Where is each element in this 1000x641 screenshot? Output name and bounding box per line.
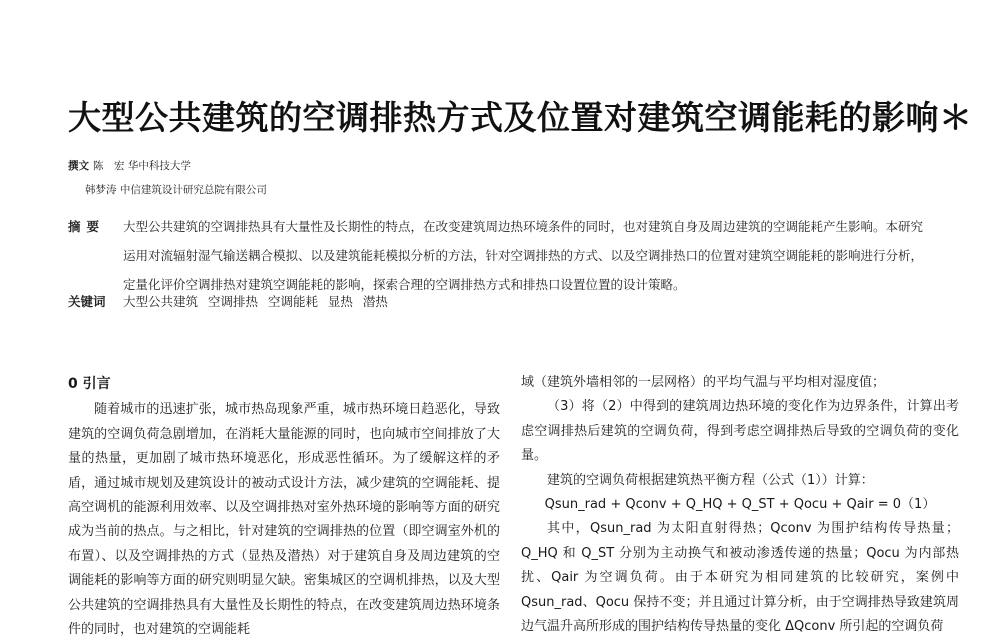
right-paragraph-1: 域（建筑外墙相邻的一层网格）的平均气温与平均相对湿度值； [521,375,886,390]
abstract-label: 摘要 [68,219,106,234]
author-block [68,154,267,202]
author-1: 陈 宏 华中科技大学 [93,160,191,172]
keywords-label: 关键词 [68,294,106,309]
abstract-text: 大型公共建筑的空调排热具有大量性及长期性的特点，在改变建筑周边热环境条件的同时，也对建筑自身及周边建筑的空调能耗产生影响。本研究运用对流辐射湿气输送耦合模拟、以及建筑能耗模拟分析的方法，针对空调排热的方式、以及空调排热口的位置对建筑空调能耗的影响进行分析，定量化评价空调排热对建筑空调能耗的影响，探索合理的空调排热方式和排热口设置位置的设计策略。 [123,219,924,292]
keywords-block [68,292,388,312]
right-paragraph-3: 建筑的空调负荷根据建筑热平衡方程（公式（1））计算： [547,472,874,488]
right-column [521,371,959,639]
author-label: 撰文 [68,160,89,172]
intro-paragraph: 随着城市的迅速扩张，城市热岛现象严重，城市热环境日趋恶化，导致建筑的空调负荷急剧增加，在消耗大量能源的同时，也向城市空间排放了大量的热量，更加剧了城市热环境恶化，形成恶性循环。为了缓解这样的矛盾，通过城市规划及建筑设计的被动式设计方法，减少建筑的空调能耗、提高空调机的能源利用效率、以及空调排热对室外热环境的影响等方面的研究成为当前的热点。与之相比，针对建筑的空调排热的位置（即空调室外机的布置）、以及空调排热的方式（显热及潜热）对于建筑自身及周边建筑的空调能耗的影响等方面的研究则明显欠缺。密集城区的空调机排热，以及大型公共建筑的空调排热具有大量性及长期性的特点，在改变建筑周边热环境条件的同时，也对建筑的空调能耗 [68,402,500,638]
left-column [68,372,500,641]
abstract-block [68,212,928,299]
paper-title: 大型公共建筑的空调排热方式及位置对建筑空调能耗的影响＊ [68,98,973,137]
author-line-2: 韩梦涛 中信建筑设计研究总院有限公司 [85,184,267,196]
section-heading-intro: 0 引言 [68,376,111,392]
equation-1: Qsun_rad + Qconv + Q_HQ + Q_ST + Qocu + Qair = 0（1） [544,497,936,513]
keywords-text: 大型公共建筑 空调排热 空调能耗 显热 潜热 [123,294,388,309]
author-line-1 [68,154,267,178]
right-paragraph-4: 其中，Qsun_rad 为太阳直射得热；Qconv 为围护结构传导热量；Q_HQ 和 Q_ST 分别为主动换气和被动渗透传递的热量；Qocu 为内部热扰、Qair 为空调负荷。由于本研究为相同建筑的比较研究，案例中 Qsun_rad、Qocu 保持不变；并且通过计算分析，由于空调排热导致建筑周边气温升高所形成的围护结构传导热量的变化 ΔQconv 所引起的空调负荷 [521,521,959,635]
right-paragraph-2: （3）将（2）中得到的建筑周边热环境的变化作为边界条件，计算出考虑空调排热后建筑的空调负荷，得到考虑空调排热后导致的空调负荷的变化量。 [521,399,959,464]
